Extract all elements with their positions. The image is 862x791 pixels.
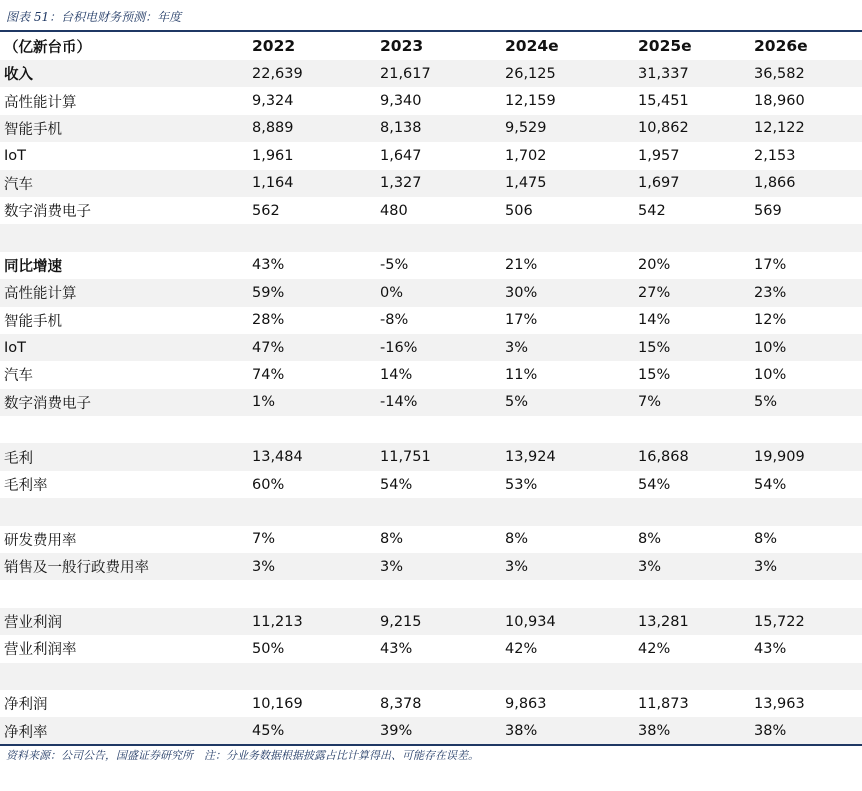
row-label: 数字消费电子 <box>4 204 91 221</box>
table-cell: 1,475 <box>501 170 634 197</box>
row-label: 高性能计算 <box>4 94 77 111</box>
table-row <box>0 526 862 553</box>
row-label: 营业利润率 <box>4 642 77 659</box>
table-cell: 18,960 <box>754 93 805 110</box>
table-cell: 14% <box>380 366 413 383</box>
table-cell: 47% <box>248 334 376 361</box>
table-cell: 3% <box>248 553 376 580</box>
table-cell <box>376 663 501 690</box>
table-cell: 14% <box>638 312 671 329</box>
table-cell: 8,889 <box>248 115 376 142</box>
table-cell <box>248 580 376 607</box>
unit-header: （亿新台币） <box>4 39 91 56</box>
table-cell: 54% <box>380 476 413 493</box>
table-cell: 1,327 <box>376 170 501 197</box>
table-cell: 22,639 <box>248 60 376 87</box>
row-label: 数字消费电子 <box>0 389 248 416</box>
row-label <box>0 663 248 690</box>
table-cell: 74% <box>252 366 285 383</box>
table-cell: 1,697 <box>634 170 750 197</box>
table-cell: 10% <box>754 366 787 383</box>
table-cell: 10,934 <box>501 608 634 635</box>
table-row <box>0 498 862 525</box>
table-row <box>0 307 862 334</box>
table-cell: 1,866 <box>750 170 862 197</box>
table-cell: 36,582 <box>750 60 862 87</box>
table-cell: 11% <box>505 366 538 383</box>
table-cell: 9,863 <box>505 695 547 712</box>
table-cell: 562 <box>252 202 280 219</box>
table-cell: 8,378 <box>380 695 422 712</box>
table-cell: 12% <box>754 312 787 329</box>
table-cell <box>501 498 634 525</box>
table-cell: 8% <box>754 531 778 548</box>
table-row <box>0 142 862 169</box>
table-cell: 2,153 <box>754 147 796 164</box>
table-row <box>0 416 862 443</box>
table-cell: 16,868 <box>634 443 750 470</box>
table-row <box>0 389 862 416</box>
table-row <box>0 663 862 690</box>
table-cell: 11,873 <box>638 695 689 712</box>
table-cell: 43% <box>754 640 787 657</box>
table-cell: 11,751 <box>376 443 501 470</box>
table-cell: 11,213 <box>248 608 376 635</box>
table-cell <box>248 498 376 525</box>
table-cell <box>248 663 376 690</box>
year-header: 2024e <box>505 37 559 55</box>
financial-forecast-table <box>0 32 862 745</box>
row-label: 收入 <box>0 60 248 87</box>
table-cell <box>750 663 862 690</box>
table-row <box>0 690 862 717</box>
table-cell <box>501 224 634 251</box>
row-label <box>0 224 248 251</box>
table-cell: 13,281 <box>634 608 750 635</box>
table-cell: 38% <box>634 717 750 744</box>
year-header: 2022 <box>252 37 296 55</box>
source-note: 资料来源：公司公告，国盛证券研究所 注：分业务数据根据披露占比计算得出、可能存在误差。 <box>6 749 479 762</box>
table-cell <box>376 224 501 251</box>
table-cell: 1,647 <box>380 147 422 164</box>
table-cell: 30% <box>501 279 634 306</box>
table-cell: 59% <box>248 279 376 306</box>
table-cell: 3% <box>501 553 634 580</box>
table-cell: 31,337 <box>634 60 750 87</box>
table-cell: 1,961 <box>252 147 294 164</box>
table-cell: 39% <box>376 717 501 744</box>
table-cell: 7% <box>252 531 276 548</box>
table-cell: 9,340 <box>380 93 422 110</box>
table-cell: 13,963 <box>754 695 805 712</box>
table-header-row <box>0 32 862 60</box>
table-cell <box>750 416 862 443</box>
table-row <box>0 608 862 635</box>
table-cell: 10,862 <box>634 115 750 142</box>
table-cell: 15,722 <box>750 608 862 635</box>
table-cell: 3% <box>501 334 634 361</box>
table-body <box>0 60 862 745</box>
table-row <box>0 197 862 224</box>
table-cell: 38% <box>501 717 634 744</box>
row-label: 汽车 <box>4 368 33 385</box>
table-cell: 54% <box>638 476 671 493</box>
table-cell: 12,159 <box>505 93 556 110</box>
table-row <box>0 170 862 197</box>
row-label: 销售及一般行政费用率 <box>0 553 248 580</box>
table-row <box>0 471 862 498</box>
table-row <box>0 60 862 87</box>
row-label: 净利率 <box>0 717 248 744</box>
table-cell: 9,215 <box>376 608 501 635</box>
table-cell: 8% <box>380 531 404 548</box>
table-row <box>0 87 862 114</box>
table-cell: 15% <box>638 366 671 383</box>
table-cell: 27% <box>634 279 750 306</box>
table-cell: 17% <box>505 312 538 329</box>
table-cell: 7% <box>634 389 750 416</box>
row-label <box>0 416 248 443</box>
table-cell <box>501 663 634 690</box>
table-cell: -8% <box>380 312 409 329</box>
table-row <box>0 279 862 306</box>
table-cell: -5% <box>380 257 409 274</box>
table-cell: 42% <box>638 640 671 657</box>
table-cell: 3% <box>634 553 750 580</box>
table-row <box>0 224 862 251</box>
row-label: 研发费用率 <box>4 532 77 549</box>
year-header: 2025e <box>638 37 692 55</box>
table-cell: 54% <box>754 476 787 493</box>
table-cell: 13,484 <box>248 443 376 470</box>
table-cell: -14% <box>376 389 501 416</box>
figure-caption: 图表 51：台积电财务预测：年度 <box>6 10 182 24</box>
year-header: 2023 <box>380 37 424 55</box>
table-cell: 17% <box>754 257 787 274</box>
table-cell: 3% <box>376 553 501 580</box>
table-cell: 3% <box>750 553 862 580</box>
table-cell: 28% <box>252 312 285 329</box>
table-cell: 8% <box>638 531 662 548</box>
table-cell <box>634 663 750 690</box>
row-label: 净利润 <box>4 697 48 714</box>
bottom-rule <box>0 744 862 746</box>
table-cell <box>750 498 862 525</box>
table-cell: -16% <box>376 334 501 361</box>
row-label <box>0 498 248 525</box>
year-header: 2026e <box>754 37 808 55</box>
table-cell <box>750 224 862 251</box>
table-row <box>0 361 862 388</box>
table-cell: 60% <box>252 476 285 493</box>
table-cell <box>248 416 376 443</box>
table-cell <box>248 224 376 251</box>
row-label: 毛利 <box>0 443 248 470</box>
row-label: 智能手机 <box>0 115 248 142</box>
row-label: 毛利率 <box>4 478 48 495</box>
table-cell: 23% <box>750 279 862 306</box>
table-cell: 542 <box>638 202 666 219</box>
table-cell: 1,164 <box>248 170 376 197</box>
table-cell <box>634 580 750 607</box>
table-cell: 0% <box>376 279 501 306</box>
table-row <box>0 635 862 662</box>
table-cell: 8% <box>505 531 529 548</box>
table-cell: 15% <box>634 334 750 361</box>
table-cell: 10% <box>750 334 862 361</box>
table-cell: 43% <box>380 640 413 657</box>
table-cell <box>501 416 634 443</box>
row-label: IoT <box>4 147 27 164</box>
table-cell: 5% <box>501 389 634 416</box>
table-cell: 53% <box>505 476 538 493</box>
table-cell <box>634 498 750 525</box>
row-label: 同比增速 <box>4 258 62 275</box>
table-cell: 20% <box>638 257 671 274</box>
table-cell: 480 <box>380 202 408 219</box>
table-cell: 5% <box>750 389 862 416</box>
table-cell: 19,909 <box>750 443 862 470</box>
table-cell: 9,529 <box>501 115 634 142</box>
table-cell <box>376 580 501 607</box>
row-label <box>0 580 248 607</box>
table-cell: 45% <box>248 717 376 744</box>
table-cell: 21,617 <box>376 60 501 87</box>
table-cell: 12,122 <box>750 115 862 142</box>
table-row <box>0 334 862 361</box>
table-cell: 38% <box>750 717 862 744</box>
table-cell: 8,138 <box>376 115 501 142</box>
row-label: 汽车 <box>0 170 248 197</box>
table-row <box>0 717 862 744</box>
table-cell <box>376 416 501 443</box>
table-cell <box>501 580 634 607</box>
row-label: 营业利润 <box>0 608 248 635</box>
table-cell: 26,125 <box>501 60 634 87</box>
table-cell: 10,169 <box>252 695 303 712</box>
table-cell: 13,924 <box>501 443 634 470</box>
table-row <box>0 580 862 607</box>
table-row <box>0 252 862 279</box>
table-cell: 1,957 <box>638 147 680 164</box>
row-label: 高性能计算 <box>0 279 248 306</box>
table-cell: 1% <box>248 389 376 416</box>
row-label: 智能手机 <box>4 313 62 330</box>
row-label: IoT <box>0 334 248 361</box>
table-cell: 42% <box>505 640 538 657</box>
table-cell: 9,324 <box>252 93 294 110</box>
table-cell <box>750 580 862 607</box>
table-cell: 15,451 <box>638 93 689 110</box>
table-cell: 569 <box>754 202 782 219</box>
table-cell <box>634 416 750 443</box>
table-cell: 50% <box>252 640 285 657</box>
table-row <box>0 553 862 580</box>
table-row <box>0 443 862 470</box>
table-cell: 506 <box>505 202 533 219</box>
table-row <box>0 115 862 142</box>
table-cell: 21% <box>505 257 538 274</box>
table-cell: 43% <box>252 257 285 274</box>
table-cell <box>376 498 501 525</box>
table-cell: 1,702 <box>505 147 547 164</box>
table-cell <box>634 224 750 251</box>
